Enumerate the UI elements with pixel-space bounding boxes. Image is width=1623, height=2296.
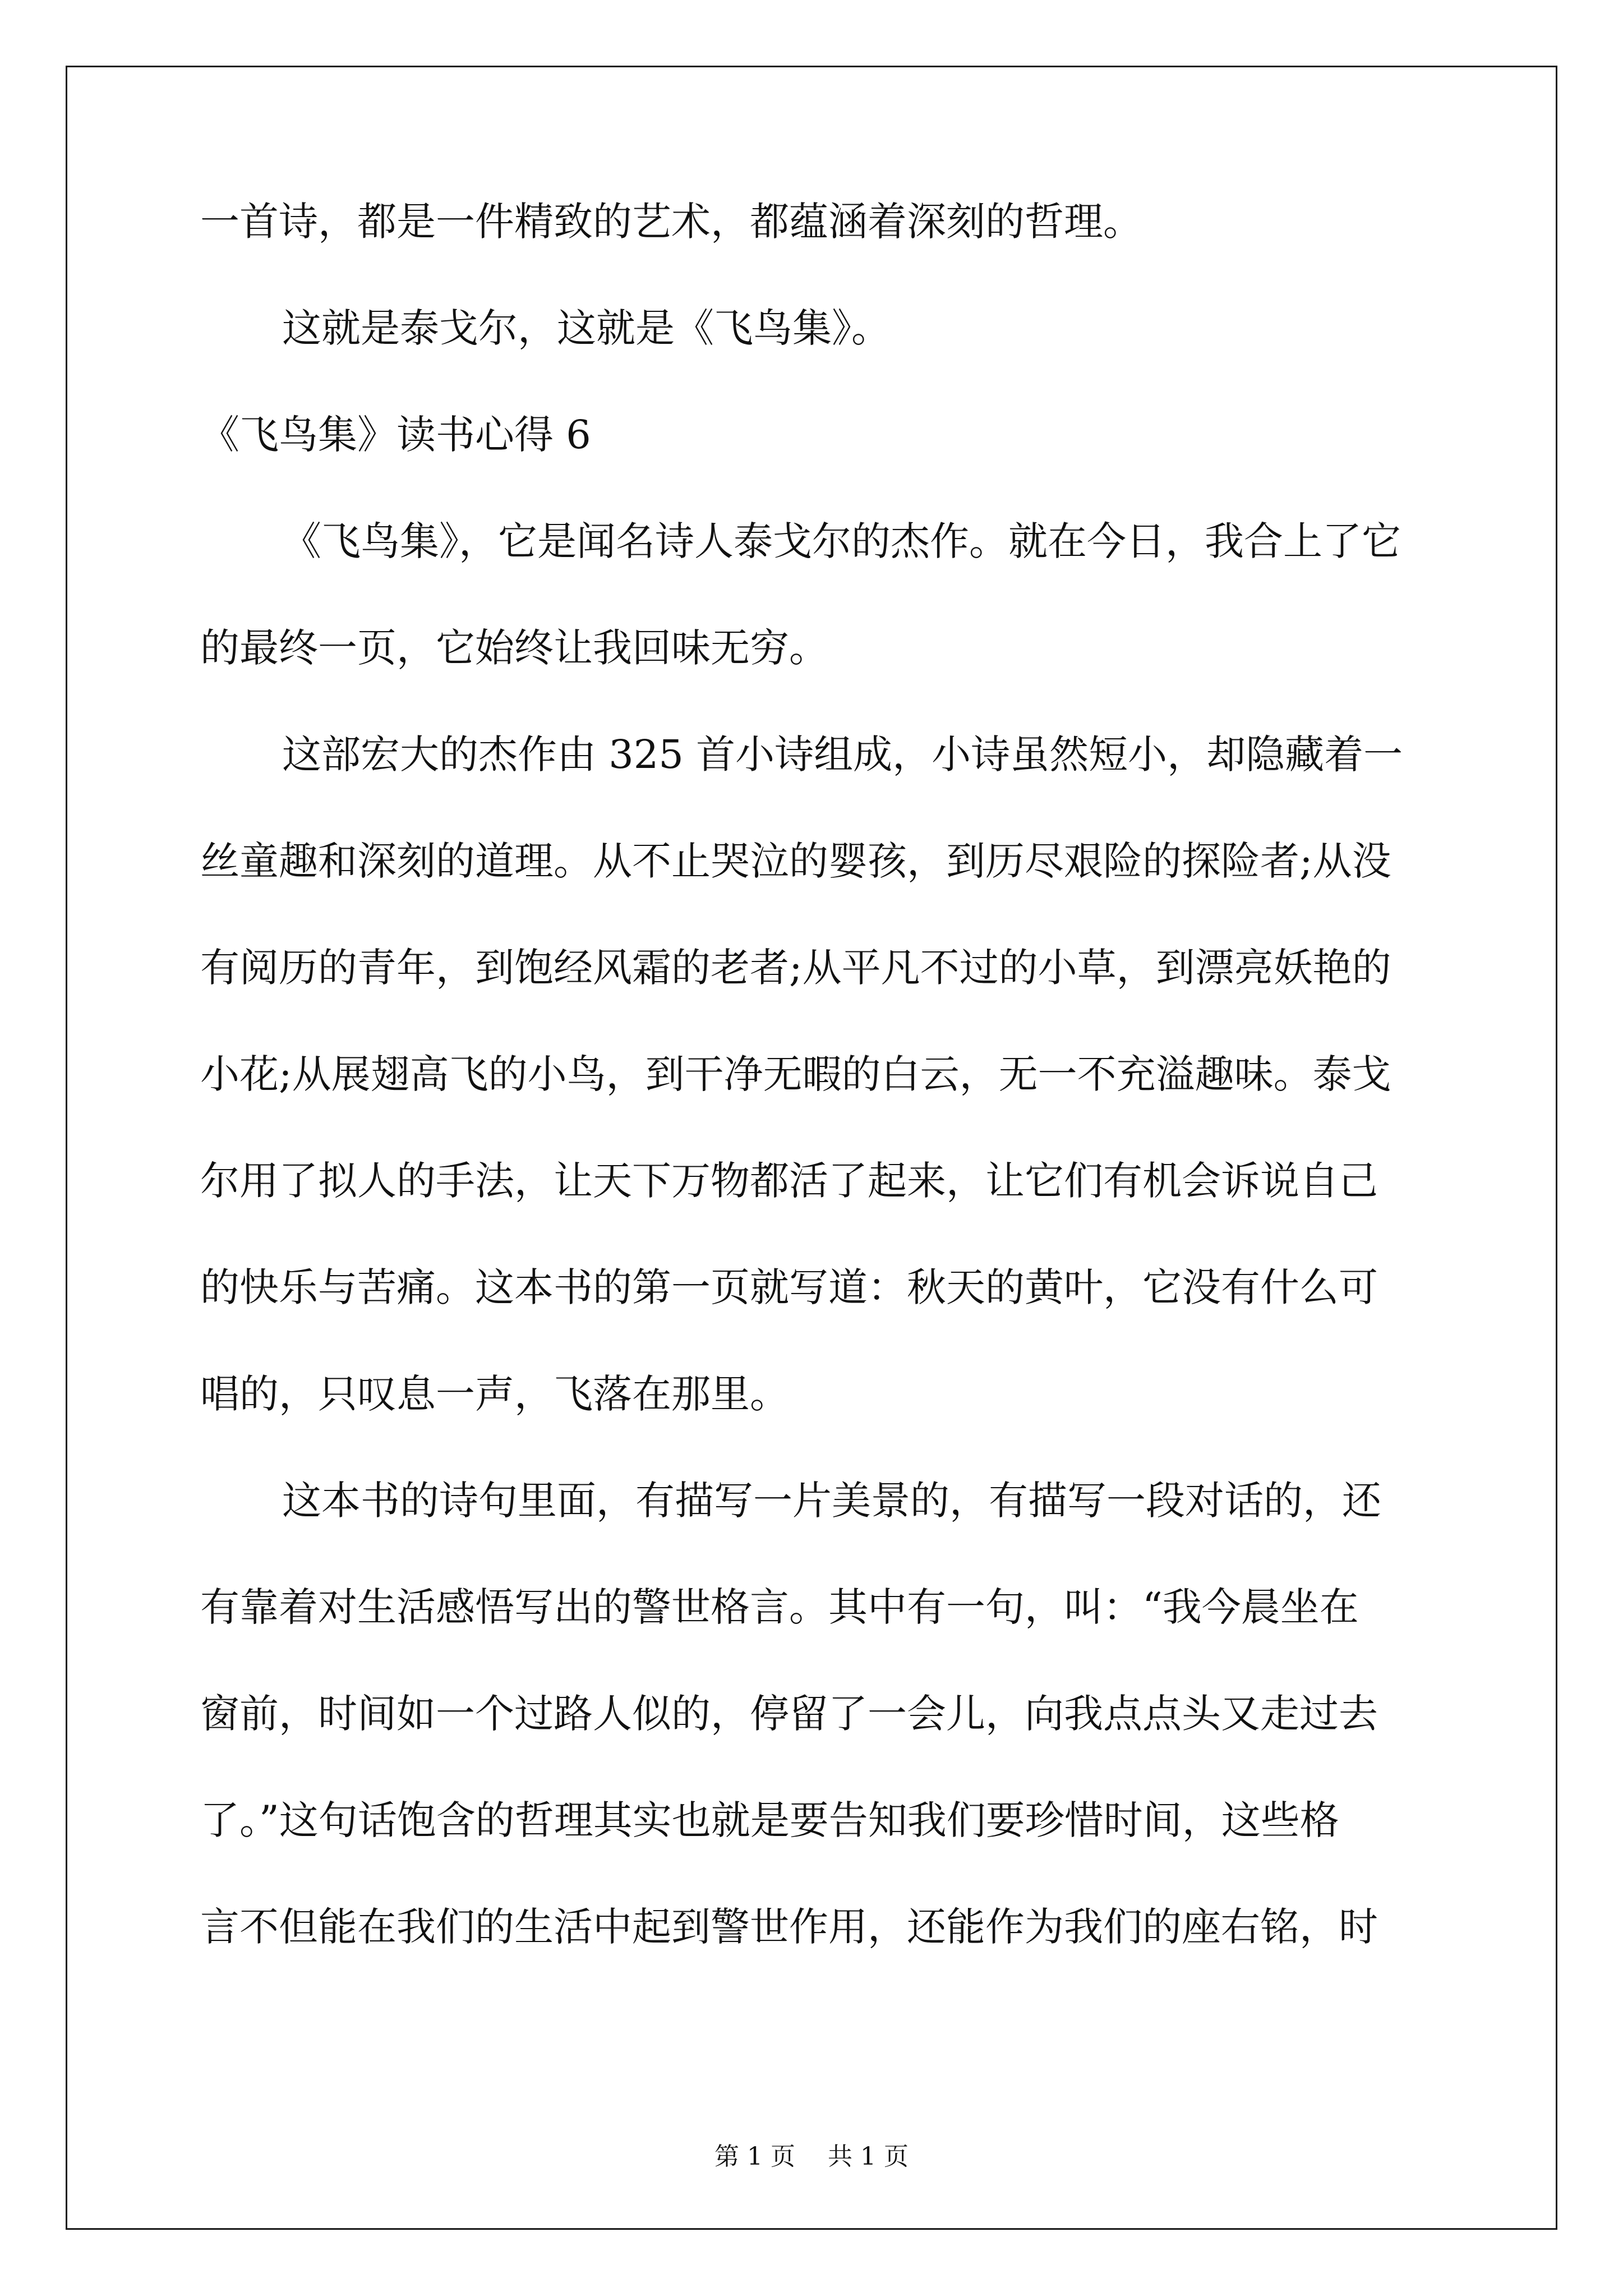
text-line: 尔用了拟人的手法，让天下万物都活了起来，让它们有机会诉说自己 [200,1158,1378,1204]
text-line: 有靠着对生活感悟写出的警世格言。其中有一句，叫：“我今晨坐在 [200,1584,1359,1630]
text-line: 一首诗，都是一件精致的艺术，都蕴涵着深刻的哲理。 [200,199,1142,245]
text-line: 言不但能在我们的生活中起到警世作用，还能作为我们的座右铭，时 [200,1904,1378,1950]
section-heading: 《飞鸟集》读书心得 6 [200,412,591,458]
text-line: 《飞鸟集》，它是闻名诗人泰戈尔的杰作。就在今日，我合上了它 [282,518,1401,564]
text-line: 了。”这句话饱含的哲理其实也就是要告知我们要珍惜时间，这些格 [200,1797,1339,1843]
page-number: 第 1 页 [714,2142,795,2171]
text-line: 这就是泰戈尔，这就是《飞鸟集》。 [282,305,891,351]
text-line: 有阅历的青年，到饱经风霜的老者;从平凡不过的小草，到漂亮妖艳的 [200,945,1391,991]
text-line: 这本书的诗句里面，有描写一片美景的，有描写一段对话的，还 [282,1478,1381,1524]
page-footer [0,2136,1623,2172]
text-line: 丝童趣和深刻的道理。从不止哭泣的婴孩，到历尽艰险的探险者;从没 [200,838,1391,884]
text-line: 这部宏大的杰作由 325 首小诗组成，小诗虽然短小，却隐藏着一 [282,731,1403,777]
text-line: 的最终一页，它始终让我回味无穷。 [200,625,828,671]
text-line: 唱的，只叹息一声，飞落在那里。 [200,1371,789,1417]
page-total: 共 1 页 [828,2142,909,2171]
text-line: 窗前，时间如一个过路人似的，停留了一会儿，向我点点头又走过去 [200,1691,1378,1737]
text-line: 小花;从展翅高飞的小鸟，到干净无暇的白云，无一不充溢趣味。泰戈 [200,1051,1391,1097]
text-line: 的快乐与苦痛。这本书的第一页就写道：秋天的黄叶，它没有什么可 [200,1264,1378,1310]
